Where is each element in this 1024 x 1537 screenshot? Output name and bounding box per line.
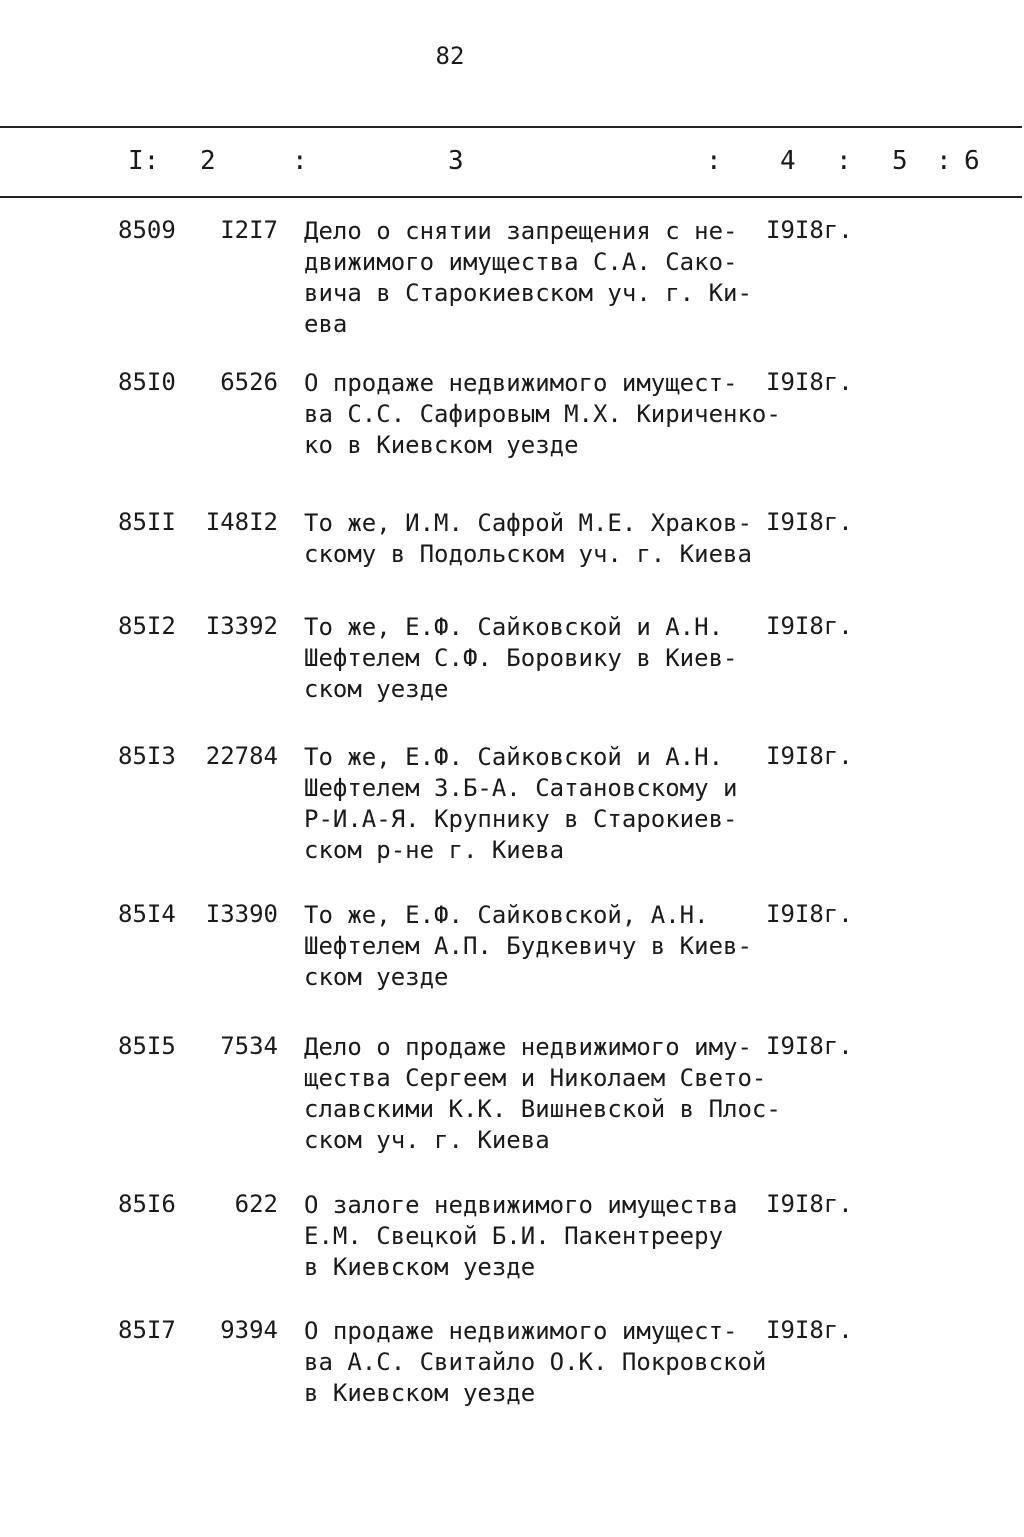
item-year: I9I8г. — [766, 216, 853, 244]
description-line: Дело о снятии запрещения с не- — [304, 217, 738, 245]
description-line: Шефтелем А.П. Будкевичу в Киев- — [304, 932, 752, 960]
description-line: О продаже недвижимого имущест- — [304, 369, 738, 397]
description-line: вича в Старокиевском уч. г. Ки- — [304, 279, 752, 307]
item-description — [304, 1032, 781, 1156]
description-line: Е.М. Свецкой Б.И. Пакентрееру — [304, 1222, 724, 1250]
item-description — [304, 1190, 774, 1283]
item-year: I9I8г. — [766, 742, 853, 770]
item-number: 85I4 — [118, 900, 176, 928]
column-separator: : — [936, 146, 952, 176]
description-line: О залоге недвижимого имущества — [304, 1191, 738, 1219]
description-line: ском уезде — [304, 963, 449, 991]
column-separator: : — [706, 146, 722, 176]
item-code: I48I2 — [205, 508, 278, 536]
item-year: I9I8г. — [766, 1190, 853, 1218]
column-separator: : — [836, 146, 852, 176]
description-line: ском р-не г. Киева — [304, 836, 565, 864]
item-year: I9I8г. — [766, 612, 853, 640]
header-rule-bottom — [0, 196, 1022, 198]
description-line: ском уезде — [304, 675, 449, 703]
description-line: ко в Киевском уезде — [304, 431, 579, 459]
item-description — [304, 216, 774, 340]
description-line: в Киевском уезде — [304, 1253, 536, 1281]
column-header-3: 3 — [448, 146, 464, 176]
item-number: 85I0 — [118, 368, 176, 396]
column-separator: : — [292, 146, 308, 176]
description-line: Дело о продаже недвижимого иму- — [304, 1033, 752, 1061]
description-line: щества Сергеем и Николаем Свето- — [304, 1064, 767, 1092]
item-year: I9I8г. — [766, 508, 853, 536]
item-number: 85I3 — [118, 742, 176, 770]
column-header-1: I: — [128, 146, 160, 176]
column-header-6: 6 — [964, 146, 980, 176]
item-description — [304, 508, 774, 570]
item-number: 85I7 — [118, 1316, 176, 1344]
item-code: I2I7 — [220, 216, 278, 244]
item-description — [304, 612, 774, 705]
item-code: I3392 — [205, 612, 278, 640]
column-header-2: 2 — [200, 146, 216, 176]
description-line: в Киевском уезде — [304, 1379, 536, 1407]
description-line: То же, Е.Ф. Сайковской, А.Н. — [304, 901, 709, 929]
description-line: То же, И.М. Сафрой М.Е. Храков- — [304, 509, 752, 537]
column-header-5: 5 — [892, 146, 908, 176]
item-description — [304, 368, 781, 461]
description-line: движимого имущества С.А. Сако- — [304, 248, 738, 276]
item-year: I9I8г. — [766, 1032, 853, 1060]
page-number: 82 — [435, 42, 465, 70]
description-line: славскими К.К. Вишневской в Плос- — [304, 1095, 781, 1123]
description-line: ева — [304, 310, 348, 338]
description-line: Шефтелем С.Ф. Боровику в Киев- — [304, 644, 738, 672]
description-line: Шефтелем З.Б-А. Сатановскому и — [304, 774, 738, 802]
item-year: I9I8г. — [766, 368, 853, 396]
column-header-4: 4 — [780, 146, 796, 176]
description-line: О продаже недвижимого имущест- — [304, 1317, 738, 1345]
description-line: ва С.С. Сафировым М.Х. Кириченко- — [304, 400, 781, 428]
description-line: То же, Е.Ф. Сайковской и А.Н. — [304, 613, 724, 641]
item-code: 7534 — [220, 1032, 278, 1060]
description-line: ском уч. г. Киева — [304, 1126, 550, 1154]
item-year: I9I8г. — [766, 1316, 853, 1344]
item-number: 85I6 — [118, 1190, 176, 1218]
item-code: I3390 — [205, 900, 278, 928]
item-description — [304, 742, 774, 866]
item-code: 622 — [234, 1190, 278, 1218]
item-number: 85II — [118, 508, 176, 536]
item-number: 8509 — [118, 216, 176, 244]
item-code: 9394 — [220, 1316, 278, 1344]
description-line: скому в Подольском уч. г. Киева — [304, 540, 752, 568]
description-line: Р-И.А-Я. Крупнику в Старокиев- — [304, 805, 738, 833]
description-line: То же, Е.Ф. Сайковской и А.Н. — [304, 743, 724, 771]
item-year: I9I8г. — [766, 900, 853, 928]
header-rule-top — [0, 126, 1022, 128]
item-description — [304, 1316, 774, 1409]
item-code: 22784 — [205, 742, 278, 770]
item-description — [304, 900, 774, 993]
item-number: 85I2 — [118, 612, 176, 640]
item-number: 85I5 — [118, 1032, 176, 1060]
description-line: ва А.С. Свитайло О.К. Покровской — [304, 1348, 767, 1376]
item-code: 6526 — [220, 368, 278, 396]
